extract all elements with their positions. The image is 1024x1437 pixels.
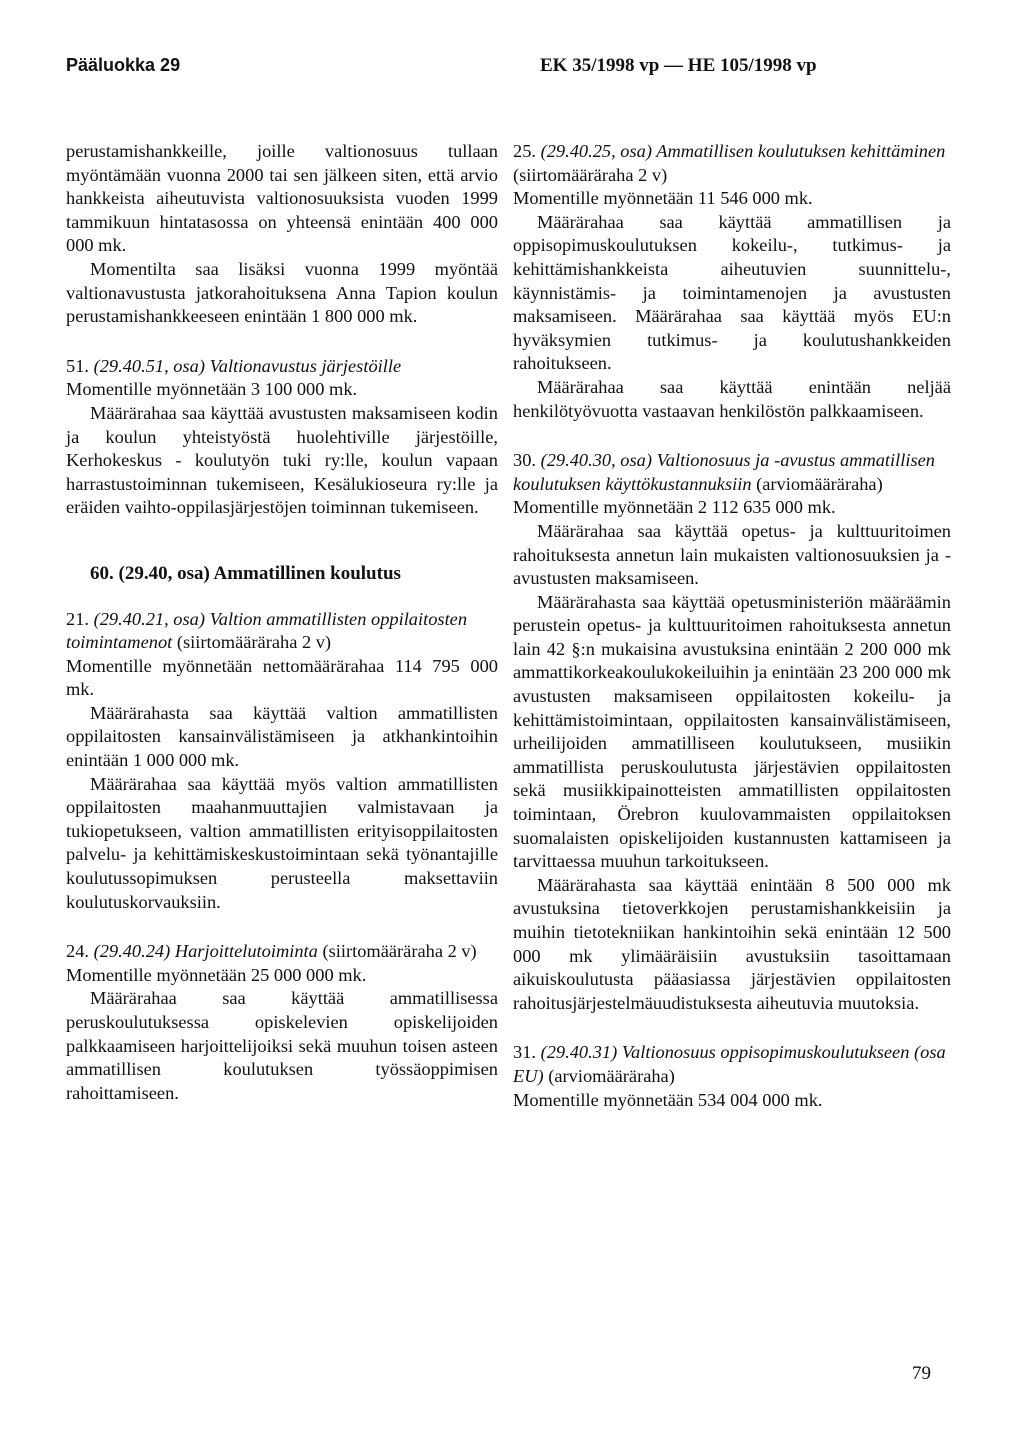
item-number: 51. (66, 355, 89, 376)
paragraph: Määrärahaa saa käyttää avustusten maksamiseen kodin ja koulun yhteistyöstä huolehtiville järjestöille, Kerhokeskus - koulutyön tuki ry:lle, koulun vapaan harrastustoiminnan tukemiseen, Kesälukioseura ry:lle ja eräiden vaihto-oppilasjärjestöjen toiminnan tukemiseen. (66, 402, 498, 518)
page-number: 79 (912, 1363, 931, 1384)
item-number: 30. (513, 450, 536, 471)
left-column (66, 140, 498, 1105)
item-number: 31. (513, 1042, 536, 1063)
paragraph: Määrärahaa saa käyttää myös valtion ammatillisten oppilaitosten maahanmuuttajien valmistavaan ja tukiopetukseen, valtion ammatillisten erityisoppilaitosten palvelu- ja kehittämiskeskustoimintaan sekä työnantajille koulutussopimuksen perusteella maksettaviin koulutuskorvauksiin. (66, 773, 498, 912)
item-number: 25. (513, 141, 536, 161)
paragraph: Määrärahasta saa käyttää valtion ammatillisten oppilaitosten kansainvälistämiseen ja atkhankintoihin enintään 1 000 000 mk. (66, 702, 498, 771)
paragraph: Määrärahaa saa käyttää ammatillisessa peruskoulutuksessa opiskelevien opiskelijoiden palkkaamiseen harjoittelijoiksi sekä muuhun toisen asteen ammatillisen koulutuksen työssäoppimisen rahoittamiseen. (66, 988, 498, 1103)
item-type: (siirtomääräraha 2 v) (322, 941, 477, 962)
item-heading: (29.40.30, osa) Valtionosuus ja -avustus ammatillisen koulutuksen käyttökustannuksiin (513, 450, 935, 494)
item-heading: (29.40.51, osa) Valtionavustus järjestöille (93, 355, 402, 376)
paragraph: Määrärahasta saa käyttää opetusministeriön määräämin perustein opetus- ja kulttuuritoimen rahoituksesta annetun lain 42 §:n mukaisina avustuksina enintään 2 200 000 mk ammattikorkeakoulukokeiluihin ja enintään 23 200 000 mk avustusten maksamiseen oppilaitosten kokeilu- ja kehittämistoimintaan, oppilaitosten kansainvälistämiseen, urheilijoiden ammatilliseen koulutukseen, musiikin ammatillista peruskoulutusta järjestävien oppilaitosten sekä musiikkipainotteisten ammatillisten oppilaitosten toimintaan, Örebron kuulovammaisten oppilaitoksen suomalaisten opiskelijoiden kustannusten kattamiseen ja tarvittaessa muuhun tarkoitukseen. (513, 591, 951, 872)
right-column (513, 140, 951, 1112)
section-heading-60: 60. (29.40, osa) Ammatillinen koulutus (90, 562, 401, 584)
running-header-left: Pääluokka 29 (66, 55, 181, 75)
moment-amount: Momentille myönnetään nettomäärärahaa 114 795 000 mk. (66, 655, 498, 700)
paragraph: perustamishankkeille, joille valtionosuus tullaan myöntämään vuonna 2000 tai sen jälkeen siten, että arvio hankkeista aiheutuvista valtionosuuksista vuoden 1999 tammikuun hintatasossa on yhteensä enintään 400 000 000 mk. (66, 141, 498, 256)
moment-amount: Momentille myönnetään 11 546 000 mk. (513, 188, 813, 209)
paragraph: Määrärahasta saa käyttää enintään 8 500 000 mk avustuksina tietoverkkojen perustamishankkeisiin ja muihin tietotekniikan hankintoihin sekä enintään 12 500 000 mk ylimääräisiin avustuksiin tasoittamaan aikuiskoulutusta pääasiassa järjestävien oppilaitosten rahoitusjärjestelmäuudistuksesta aiheutuvia muutoksia. (513, 874, 951, 1013)
paragraph: Määrärahaa saa käyttää opetus- ja kulttuuritoimen rahoituksesta annetun lain mukaisten valtionosuuksien ja -avustusten maksamiseen. (513, 520, 951, 589)
item-heading: (29.40.31) Valtionosuus oppisopimuskoulutukseen (osa EU) (513, 1042, 946, 1086)
moment-amount: Momentille myönnetään 25 000 000 mk. (66, 964, 367, 985)
item-type: (siirtomääräraha 2 v) (176, 632, 332, 653)
item-type: (arviomääräraha) (756, 473, 883, 494)
item-heading: (29.40.24) Harjoittelutoiminta (93, 941, 318, 962)
moment-amount: Momentille myönnetään 3 100 000 mk. (66, 379, 358, 400)
item-title-51 (66, 355, 498, 379)
running-header-right: EK 35/1998 vp — HE 105/1998 vp (540, 55, 817, 76)
item-type: (siirtomääräraha 2 v) (513, 164, 668, 185)
paragraph: Määrärahaa saa käyttää enintään neljää henkilötyövuotta vastaavan henkilöstön palkkaamiseen. (513, 376, 951, 421)
item-type: (arviomääräraha) (548, 1065, 675, 1086)
item-number: 24. (66, 941, 89, 962)
moment-amount: Momentille myönnetään 2 112 635 000 mk. (513, 497, 836, 518)
item-title-25 (513, 140, 951, 187)
paragraph: Määrärahaa saa käyttää ammatillisen ja oppisopimuskoulutuksen kokeilu-, tutkimus- ja kehittämishankkeista aiheutuvien suunnittelu-, käynnistämis- ja toimintamenojen ja avustusten maksamiseen. Määrärahaa saa käyttää myös EU:n hyväksymien tutkimus- ja koulutushankkeiden rahoitukseen. (513, 211, 951, 374)
moment-amount: Momentille myönnetään 534 004 000 mk. (513, 1089, 823, 1110)
item-heading: (29.40.21, osa) Valtion ammatillisten oppilaitosten toimintamenot (66, 608, 468, 653)
paragraph: Momentilta saa lisäksi vuonna 1999 myöntää valtionavustusta jatkorahoituksena Anna Tapion koulun perustamishankkeeseen enintään 1 800 000 mk. (66, 258, 498, 327)
item-title-24 (66, 940, 498, 964)
item-heading: (29.40.25, osa) Ammatillisen koulutuksen kehittäminen (540, 141, 946, 161)
item-title-21 (66, 608, 498, 655)
item-number: 21. (66, 608, 89, 629)
item-title-30 (513, 449, 951, 496)
item-title-31 (513, 1041, 951, 1088)
